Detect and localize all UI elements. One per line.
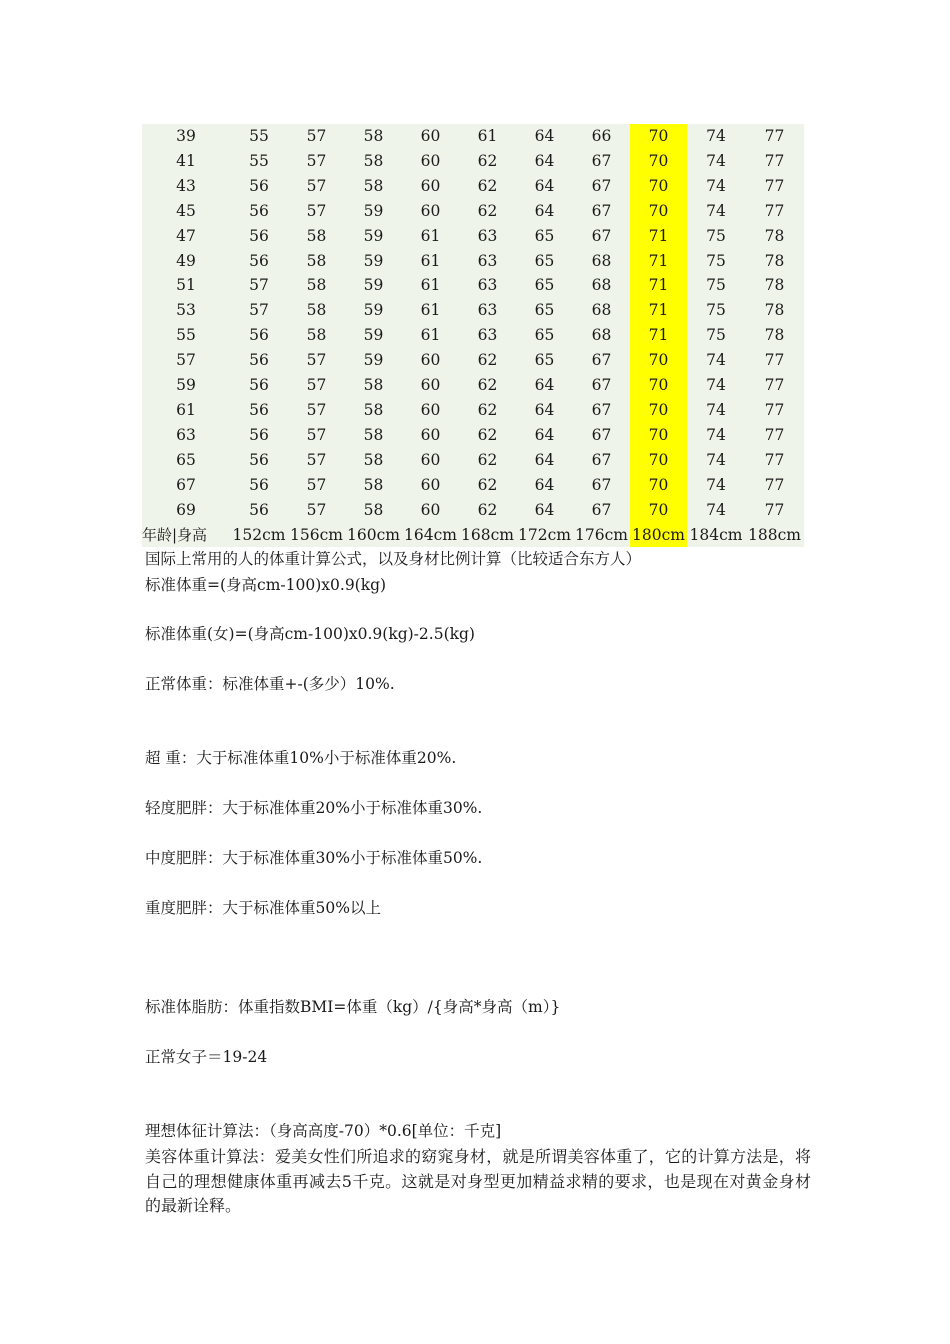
weight-cell: 64	[534, 151, 555, 170]
overweight-text: 超 重：大于标准体重10%小于标准体重20%.	[145, 749, 457, 767]
height-header-cell: 180cm	[630, 523, 687, 548]
height-header-cell: 156cm	[290, 525, 343, 544]
weight-cell: 66	[591, 127, 612, 145]
table-row	[142, 224, 804, 249]
weight-cell: 58	[363, 376, 384, 395]
weight-cell: 60	[420, 475, 441, 494]
weight-cell: 63	[477, 226, 498, 245]
weight-cell: 58	[363, 127, 384, 145]
weight-cell: 71	[630, 224, 687, 249]
weight-cell: 58	[306, 301, 327, 320]
table-row	[142, 348, 804, 373]
age-cell: 39	[176, 127, 196, 145]
table-header-row	[142, 523, 804, 548]
weight-cell: 74	[706, 376, 726, 395]
table-row	[142, 398, 804, 423]
weight-cell: 57	[306, 475, 327, 494]
weight-cell: 61	[420, 251, 441, 270]
weight-cell: 61	[420, 226, 441, 245]
beauty-weight-paragraph: 美容体重计算法：爱美女性们所追求的窈窕身材，就是所谓美容体重了，它的计算方法是，将自己的理想健康体重再减去5千克。这就是对身型更加精益求精的要求，也是现在对黄金身材的最新诠释。	[145, 1147, 811, 1215]
age-cell: 53	[176, 301, 196, 320]
weight-cell: 67	[591, 425, 612, 444]
weight-cell: 78	[764, 251, 785, 270]
age-cell: 59	[176, 376, 196, 395]
weight-cell: 62	[477, 376, 498, 395]
weight-cell: 58	[363, 500, 384, 519]
weight-cell: 56	[249, 351, 269, 370]
weight-cell: 62	[477, 500, 498, 519]
table-row	[142, 174, 804, 199]
weight-cell: 59	[363, 326, 384, 345]
table-row	[142, 323, 804, 348]
weight-cell: 62	[477, 425, 498, 444]
weight-cell: 64	[534, 425, 555, 444]
weight-cell: 59	[363, 226, 384, 245]
weight-cell: 57	[306, 151, 327, 170]
weight-cell: 77	[764, 176, 785, 195]
weight-cell: 62	[477, 400, 498, 419]
table-row	[142, 124, 804, 149]
height-header-cell: 172cm	[518, 525, 571, 544]
weight-cell: 77	[764, 475, 785, 494]
weight-cell: 70	[630, 174, 687, 199]
height-header-cell: 152cm	[232, 525, 286, 544]
age-cell: 61	[176, 400, 196, 419]
weight-cell: 77	[764, 351, 785, 370]
weight-cell: 61	[420, 276, 441, 295]
age-cell: 67	[176, 475, 196, 494]
table-row	[142, 273, 804, 298]
weight-cell: 77	[764, 201, 785, 220]
weight-cell: 58	[306, 251, 327, 270]
weight-cell: 75	[706, 251, 726, 270]
weight-cell: 60	[420, 425, 441, 444]
height-header-cell: 188cm	[748, 525, 801, 544]
weight-cell: 61	[420, 326, 441, 345]
weight-cell: 74	[706, 151, 726, 170]
weight-cell: 67	[591, 450, 612, 469]
weight-table-body	[142, 124, 804, 547]
weight-cell: 78	[764, 326, 785, 345]
weight-cell: 74	[706, 176, 726, 195]
weight-cell: 58	[363, 176, 384, 195]
weight-cell: 56	[249, 176, 269, 195]
weight-cell: 62	[477, 201, 498, 220]
table-row	[142, 373, 804, 398]
weight-cell: 58	[363, 400, 384, 419]
weight-cell: 70	[630, 448, 687, 473]
weight-cell: 56	[249, 251, 269, 270]
weight-cell: 70	[630, 348, 687, 373]
table-row	[142, 199, 804, 224]
weight-cell: 63	[477, 276, 498, 295]
age-cell: 57	[176, 351, 196, 370]
weight-cell: 75	[706, 301, 726, 320]
weight-cell: 58	[306, 276, 327, 295]
weight-cell: 57	[249, 301, 269, 320]
weight-cell: 75	[706, 326, 726, 345]
weight-cell: 64	[534, 201, 555, 220]
weight-cell: 62	[477, 351, 498, 370]
weight-cell: 77	[764, 450, 785, 469]
formula-female: 标准体重(女)=(身高cm-100)x0.9(kg)-2.5(kg)	[145, 625, 475, 643]
weight-cell: 55	[249, 151, 269, 170]
weight-cell: 77	[764, 376, 785, 395]
table-row	[142, 473, 804, 498]
table-row	[142, 149, 804, 174]
weight-cell: 74	[706, 201, 726, 220]
age-cell: 65	[176, 450, 196, 469]
weight-cell: 67	[591, 201, 612, 220]
weight-cell: 57	[306, 400, 327, 419]
weight-cell: 68	[591, 251, 612, 270]
table-row	[142, 249, 804, 274]
table-row	[142, 423, 804, 448]
weight-cell: 55	[249, 127, 269, 145]
weight-cell: 67	[591, 351, 612, 370]
weight-cell: 58	[363, 475, 384, 494]
weight-cell: 67	[591, 176, 612, 195]
normal-weight-text: 正常体重：标准体重+-(多少）10%.	[145, 675, 395, 693]
weight-cell: 58	[363, 450, 384, 469]
weight-cell: 57	[306, 500, 327, 519]
weight-cell: 60	[420, 151, 441, 170]
weight-cell: 65	[534, 276, 555, 295]
weight-cell: 57	[249, 276, 269, 295]
weight-cell: 59	[363, 351, 384, 370]
weight-cell: 77	[764, 425, 785, 444]
weight-cell: 56	[249, 201, 269, 220]
age-cell: 41	[176, 151, 196, 170]
weight-cell: 77	[764, 500, 785, 519]
weight-cell: 75	[706, 226, 726, 245]
age-cell: 63	[176, 425, 196, 444]
weight-cell: 57	[306, 351, 327, 370]
weight-cell: 60	[420, 500, 441, 519]
age-height-header-cell: 年龄|身高	[142, 525, 208, 544]
weight-cell: 68	[591, 326, 612, 345]
weight-cell: 74	[706, 400, 726, 419]
weight-cell: 56	[249, 326, 269, 345]
weight-cell: 78	[764, 276, 785, 295]
weight-cell: 70	[630, 473, 687, 498]
age-cell: 69	[176, 500, 196, 519]
weight-cell: 67	[591, 226, 612, 245]
age-cell: 47	[176, 226, 196, 245]
weight-cell: 65	[534, 251, 555, 270]
weight-cell: 75	[706, 276, 726, 295]
weight-cell: 74	[706, 127, 726, 145]
ideal-weight-text: 理想体征计算法：（身高高度-70）*0.6[单位：千克]	[145, 1122, 502, 1140]
weight-cell: 61	[420, 301, 441, 320]
weight-cell: 64	[534, 376, 555, 395]
weight-cell: 56	[249, 425, 269, 444]
weight-cell: 67	[591, 500, 612, 519]
weight-cell: 56	[249, 226, 269, 245]
weight-cell: 71	[630, 323, 687, 348]
table-row	[142, 498, 804, 523]
weight-cell: 62	[477, 475, 498, 494]
height-header-cell: 160cm	[347, 525, 400, 544]
weight-cell: 59	[363, 276, 384, 295]
weight-cell: 67	[591, 376, 612, 395]
weight-cell: 71	[630, 298, 687, 323]
weight-cell: 56	[249, 475, 269, 494]
weight-cell: 63	[477, 326, 498, 345]
weight-cell: 74	[706, 425, 726, 444]
weight-cell: 64	[534, 176, 555, 195]
mild-obesity-text: 轻度肥胖：大于标准体重20%小于标准体重30%.	[145, 799, 483, 817]
height-header-cell: 176cm	[575, 525, 628, 544]
normal-female-text: 正常女子＝19-24	[145, 1048, 268, 1066]
weight-cell: 65	[534, 226, 555, 245]
weight-cell: 60	[420, 201, 441, 220]
weight-cell: 67	[591, 151, 612, 170]
weight-cell: 71	[630, 273, 687, 298]
weight-cell: 58	[363, 151, 384, 170]
weight-cell: 59	[363, 251, 384, 270]
weight-cell: 70	[630, 398, 687, 423]
moderate-obesity-text: 中度肥胖：大于标准体重30%小于标准体重50%.	[145, 849, 483, 867]
weight-cell: 60	[420, 400, 441, 419]
weight-cell: 65	[534, 301, 555, 320]
age-cell: 55	[176, 326, 196, 345]
weight-table	[142, 124, 804, 547]
weight-cell: 58	[363, 425, 384, 444]
weight-cell: 62	[477, 450, 498, 469]
formula-standard: 标准体重=(身高cm-100)x0.9(kg)	[145, 576, 387, 594]
weight-cell: 64	[534, 500, 555, 519]
weight-cell: 70	[630, 423, 687, 448]
weight-cell: 63	[477, 251, 498, 270]
height-header-cell: 168cm	[461, 525, 514, 544]
weight-cell: 58	[306, 326, 327, 345]
weight-cell: 60	[420, 127, 441, 145]
weight-cell: 57	[306, 425, 327, 444]
height-header-cell: 164cm	[404, 525, 457, 544]
weight-cell: 62	[477, 151, 498, 170]
weight-cell: 56	[249, 500, 269, 519]
weight-cell: 65	[534, 326, 555, 345]
weight-cell: 70	[630, 373, 687, 398]
weight-cell: 77	[764, 400, 785, 419]
weight-cell: 74	[706, 351, 726, 370]
weight-cell: 57	[306, 127, 327, 145]
table-row	[142, 298, 804, 323]
weight-cell: 74	[706, 500, 726, 519]
weight-table-container	[142, 124, 804, 547]
table-row	[142, 448, 804, 473]
weight-cell: 70	[630, 149, 687, 174]
weight-cell: 70	[630, 498, 687, 523]
weight-cell: 67	[591, 400, 612, 419]
weight-cell: 71	[630, 249, 687, 274]
height-header-cell: 184cm	[689, 525, 743, 544]
weight-cell: 74	[706, 450, 726, 469]
weight-cell: 57	[306, 376, 327, 395]
weight-cell: 77	[764, 127, 785, 145]
age-cell: 43	[176, 176, 196, 195]
weight-cell: 56	[249, 450, 269, 469]
weight-cell: 60	[420, 176, 441, 195]
weight-cell: 58	[306, 226, 327, 245]
weight-cell: 77	[764, 151, 785, 170]
weight-cell: 64	[534, 450, 555, 469]
weight-cell: 60	[420, 450, 441, 469]
weight-cell: 78	[764, 226, 785, 245]
weight-cell: 68	[591, 276, 612, 295]
weight-cell: 59	[363, 201, 384, 220]
age-cell: 51	[176, 276, 196, 295]
age-cell: 49	[176, 251, 196, 270]
weight-cell: 60	[420, 376, 441, 395]
weight-cell: 56	[249, 376, 269, 395]
weight-cell: 64	[534, 127, 555, 145]
weight-cell: 61	[477, 127, 498, 145]
severe-obesity-text: 重度肥胖：大于标准体重50%以上	[145, 899, 381, 917]
age-cell: 45	[176, 201, 196, 220]
weight-cell: 64	[534, 475, 555, 494]
weight-cell: 62	[477, 176, 498, 195]
weight-cell: 70	[630, 199, 687, 224]
weight-cell: 56	[249, 400, 269, 419]
weight-cell: 63	[477, 301, 498, 320]
weight-cell: 70	[630, 124, 687, 149]
weight-cell: 68	[591, 301, 612, 320]
weight-cell: 65	[534, 351, 555, 370]
intro-text: 国际上常用的人的体重计算公式，以及身材比例计算（比较适合东方人）	[145, 550, 642, 568]
weight-cell: 64	[534, 400, 555, 419]
weight-cell: 60	[420, 351, 441, 370]
weight-cell: 78	[764, 301, 785, 320]
weight-cell: 57	[306, 450, 327, 469]
weight-cell: 67	[591, 475, 612, 494]
weight-cell: 59	[363, 301, 384, 320]
weight-cell: 57	[306, 201, 327, 220]
weight-cell: 74	[706, 475, 726, 494]
weight-cell: 57	[306, 176, 327, 195]
bmi-text: 标准体脂肪：体重指数BMI=体重（kg）/{身高*身高（m）}	[145, 998, 561, 1016]
